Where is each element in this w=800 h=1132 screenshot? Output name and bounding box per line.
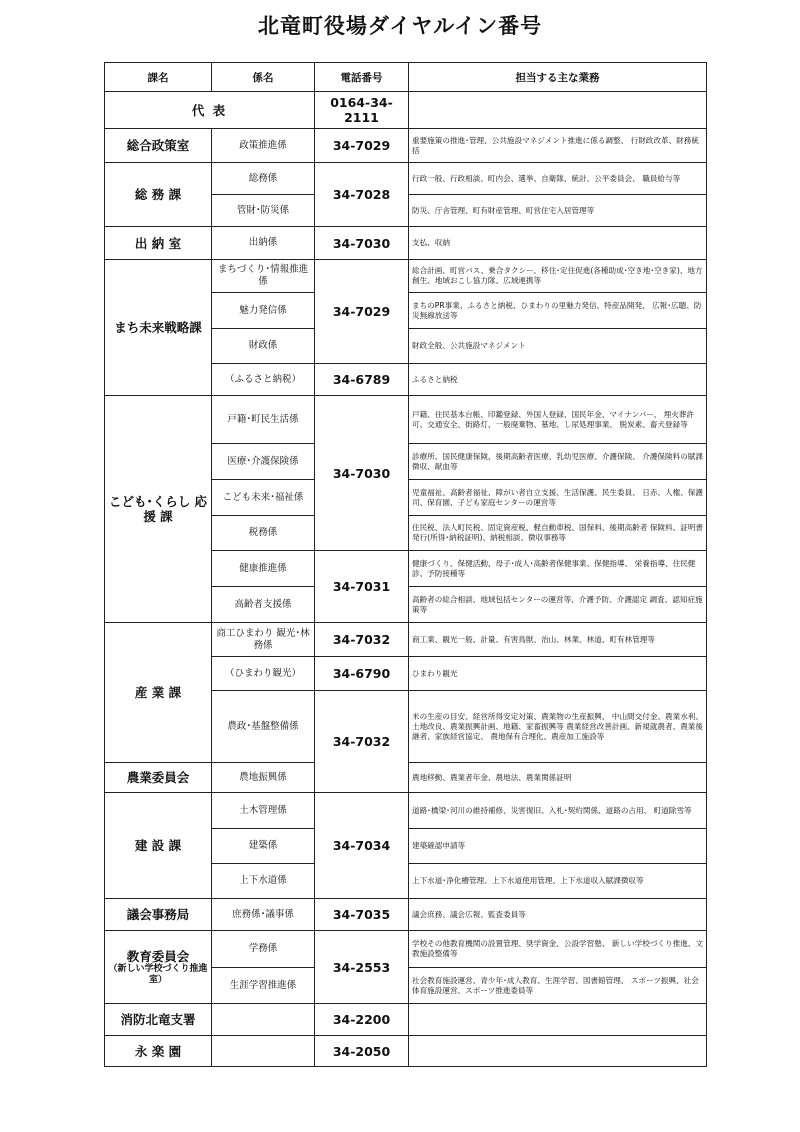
section-cell: （ひまわり観光）: [212, 657, 315, 691]
table-row: [105, 163, 707, 195]
dept-cell: 消防北竜支署: [105, 1004, 212, 1036]
dept-cell: 産 業 課: [105, 623, 212, 763]
table-row: [105, 931, 707, 968]
section-cell: 魅力発信係: [212, 293, 315, 329]
duties-cell: 支払、収納: [409, 227, 707, 260]
phone-cell: 34-7032: [315, 691, 409, 793]
section-cell: （ふるさと納税）: [212, 364, 315, 396]
table-row: [105, 92, 707, 129]
header-duties: 担当する主な業務: [409, 63, 707, 92]
dept-cell: 出 納 室: [105, 227, 212, 260]
header-section: 係名: [212, 63, 315, 92]
phone-cell: 34-7034: [315, 793, 409, 899]
table-row: [105, 260, 707, 293]
duties-cell: 総合計画、町営バス、乗合タクシー、移住･定住促進(各種助成･空き地･空き家)、地方創生、地域おこし協力隊、広域連携等: [409, 260, 707, 293]
duties-cell: 米の生産の目安、経営所得安定対策、農業物の生産振興、 中山間交付金、農業水利、土地改良、農業振興計画、地籍、家畜振興等 農業経営改善計画、新規就農者、農業後継者、家族経営協定、 農地保有合理化、農産加工施設等: [409, 691, 707, 763]
section-cell: 総務係: [212, 163, 315, 195]
section-cell: 農地振興係: [212, 763, 315, 793]
duties-cell: 建築確認申請等: [409, 829, 707, 864]
dept-cell: [105, 931, 212, 1004]
phone-cell: 34-7030: [315, 396, 409, 551]
duties-cell: 診療所、国民健康保険、後期高齢者医療、乳幼児医療、介護保険、 介護保険料の賦課徴収、献血等: [409, 444, 707, 480]
duties-cell: 防災、庁舎管理、町有財産管理、町営住宅入居管理等: [409, 195, 707, 227]
table-row: [105, 793, 707, 829]
table-row: [105, 396, 707, 444]
dept-cell: こども･くらし 応 援 課: [105, 396, 212, 623]
duties-cell: 道路･橋梁･河川の維持補修、災害復旧、入札･契約関係、道路の占用、 町道除雪等: [409, 793, 707, 829]
duties-cell: 財政全般、公共施設マネジメント: [409, 329, 707, 364]
section-cell: 庶務係･議事係: [212, 899, 315, 931]
duties-cell: 学校その他教育機関の設置管理、奨学資金、公設学習塾、 新しい学校づくり推進、文教施設整備等: [409, 931, 707, 968]
section-cell: 高齢者支援係: [212, 587, 315, 623]
table-row: [105, 623, 707, 657]
duties-cell: 商工業、観光一般、計量、有害鳥獣、治山、林業、林道、町有林管理等: [409, 623, 707, 657]
header-dept: 課名: [105, 63, 212, 92]
table-row: [105, 227, 707, 260]
dept-subname: （新しい学校づくり推進室）: [108, 963, 208, 985]
section-cell: 建築係: [212, 829, 315, 864]
phone-cell: 34-2200: [315, 1004, 409, 1036]
dial-in-table: [104, 62, 707, 1067]
section-cell: 管財･防災係: [212, 195, 315, 227]
phone-cell: 34-2553: [315, 931, 409, 1004]
duties-cell: 社会教育施設運営、青少年･成人教育、生涯学習、図書館管理、 スポーツ振興、社会体育施設運営、スポーツ推進委員等: [409, 968, 707, 1004]
phone-cell: 34-7035: [315, 899, 409, 931]
section-cell: 財政係: [212, 329, 315, 364]
dept-cell: 建 設 課: [105, 793, 212, 899]
dept-cell: 総合政策室: [105, 129, 212, 163]
section-cell: 出納係: [212, 227, 315, 260]
dept-cell: まち未来戦略課: [105, 260, 212, 396]
dept-cell: 永 楽 園: [105, 1036, 212, 1067]
dept-cell: 農業委員会: [105, 763, 212, 793]
section-cell: 税務係: [212, 516, 315, 551]
section-cell: 戸籍･町民生活係: [212, 396, 315, 444]
phone-cell: 34-7029: [315, 260, 409, 364]
phone-cell: 34-6790: [315, 657, 409, 691]
table-row: [105, 899, 707, 931]
section-cell: 健康推進係: [212, 551, 315, 587]
dept-name: 教育委員会: [126, 948, 190, 964]
duties-cell: 児童福祉、高齢者福祉、障がい者自立支援、生活保護、民生委員、 日赤、人権、保護司、保育園、子ども家庭センターの運営等: [409, 480, 707, 516]
section-cell: 土木管理係: [212, 793, 315, 829]
section-cell: 上下水道係: [212, 864, 315, 899]
duties-cell: 高齢者の総合相談、地域包括センターの運営等、介護予防、介護認定 調査、認知症施策等: [409, 587, 707, 623]
duties-cell: 議会庶務、議会広報、監査委員等: [409, 899, 707, 931]
table-row: [105, 1004, 707, 1036]
duties-cell: ひまわり観光: [409, 657, 707, 691]
phone-cell: 34-7029: [315, 129, 409, 163]
table-row: [105, 1036, 707, 1067]
duties-cell: 農地移動、農業者年金、農地法、農業関係証明: [409, 763, 707, 793]
section-cell: 農政･基盤整備係: [212, 691, 315, 763]
section-cell: こども未来･福祉係: [212, 480, 315, 516]
section-cell: 商工ひまわり 観光･林務係: [212, 623, 315, 657]
representative-label: 代 表: [105, 92, 315, 129]
phone-cell: 34-7032: [315, 623, 409, 657]
section-cell: 政策推進係: [212, 129, 315, 163]
page-title: 北竜町役場ダイヤルイン番号: [257, 14, 543, 38]
duties-cell: ふるさと納税: [409, 364, 707, 396]
section-cell: 生涯学習推進係: [212, 968, 315, 1004]
duties-cell: 戸籍、住民基本台帳、印鑑登録、外国人登録、国民年金、マイナンバー、 埋火葬許可、交通安全、街路灯、一般廃棄物、墓地、し尿処理事業、 脱炭素、畜犬登録等: [409, 396, 707, 444]
duties-cell: 健康づくり、保健活動、母子･成人･高齢者保健事業、保健指導、 栄養指導、住民健診、予防接種等: [409, 551, 707, 587]
section-cell: 学務係: [212, 931, 315, 968]
representative-phone: 0164-34-2111: [315, 92, 409, 129]
duties-cell: 重要施策の推進･管理、公共施設マネジメント推進に係る調整、 行財政改革、財務統括: [409, 129, 707, 163]
duties-cell: 行政一般、行政相談、町内会、選挙、自衛隊、統計、公平委員会、 職員給与等: [409, 163, 707, 195]
dept-cell: 総 務 課: [105, 163, 212, 227]
section-cell: 医療･介護保険係: [212, 444, 315, 480]
phone-cell: 34-2050: [315, 1036, 409, 1067]
table-row: [105, 129, 707, 163]
section-cell: まちづくり･情報推進係: [212, 260, 315, 293]
duties-cell: 上下水道･浄化槽管理、上下水道使用管理、上下水道収入賦課徴収等: [409, 864, 707, 899]
duties-cell: 住民税、法人町民税、固定資産税、軽自動車税、国保料、後期高齢者 保険料、証明書発行(所得･納税証明)、納税相談、徴収事務等: [409, 516, 707, 551]
header-row: [105, 63, 707, 92]
phone-cell: 34-7031: [315, 551, 409, 623]
phone-cell: 34-7028: [315, 163, 409, 227]
dept-cell: 議会事務局: [105, 899, 212, 931]
header-phone: 電話番号: [315, 63, 409, 92]
duties-cell: まちのPR事業、ふるさと納税、ひまわりの里魅力発信、特産品開発、 広報･広聴、防災無線放送等: [409, 293, 707, 329]
phone-cell: 34-7030: [315, 227, 409, 260]
phone-cell: 34-6789: [315, 364, 409, 396]
